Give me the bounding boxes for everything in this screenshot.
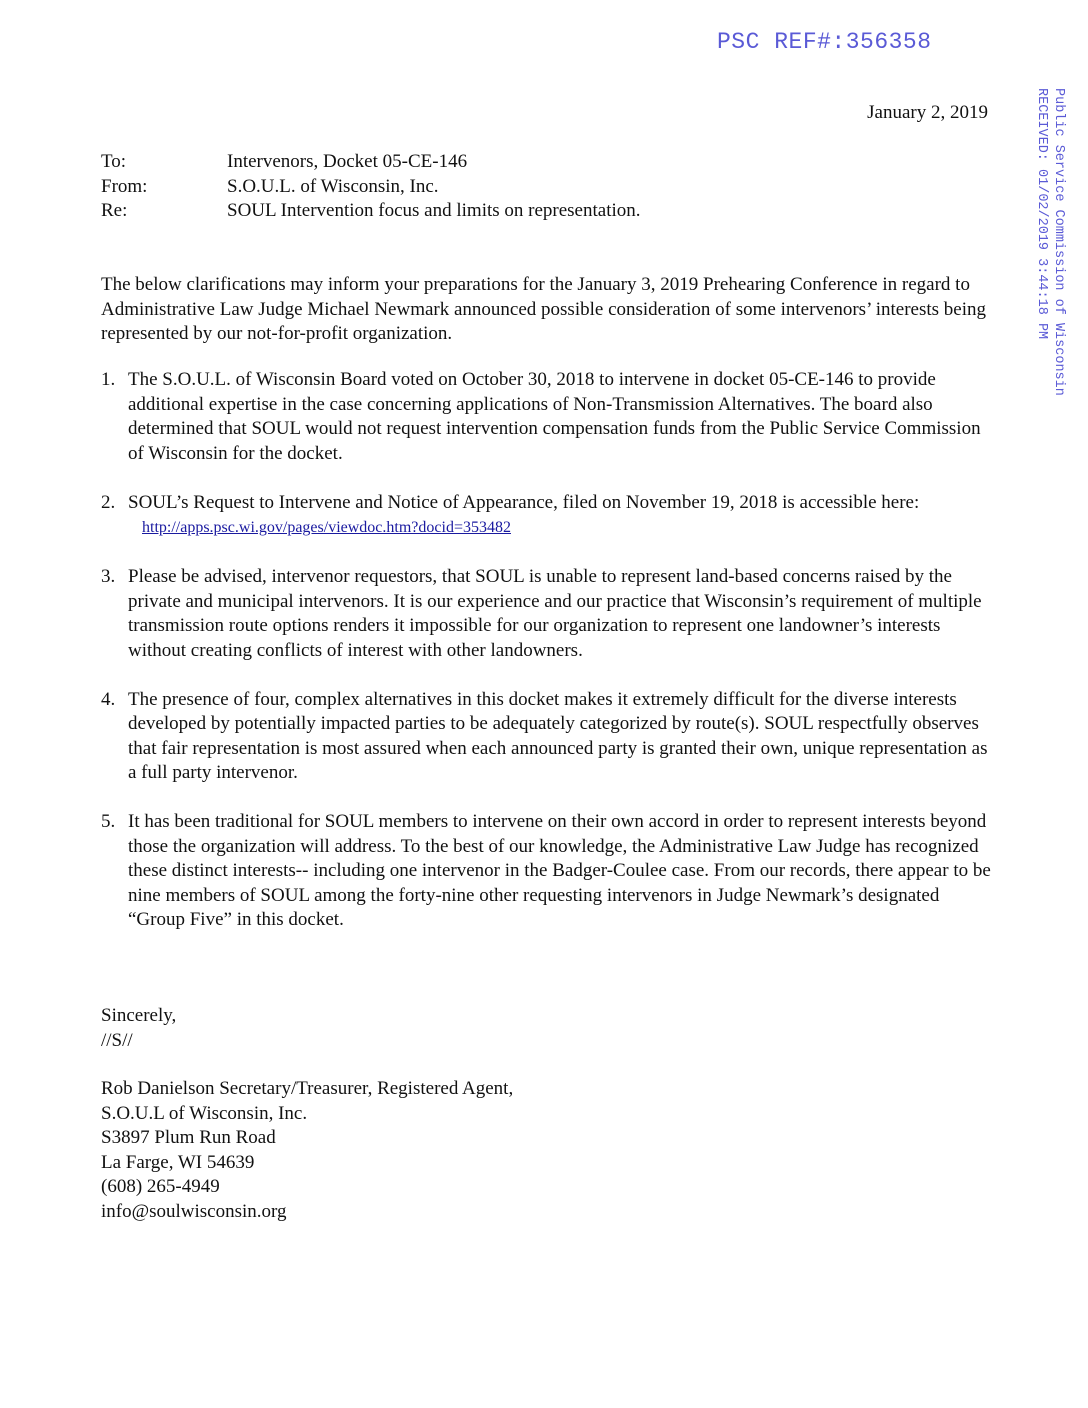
item-number: 1. [101,369,116,390]
header-label: To: [101,151,127,172]
signer-organization: S.O.U.L of Wisconsin, Inc. [101,1102,308,1124]
list-item [101,368,991,466]
list-item [101,810,991,933]
memo-header-from [101,175,641,200]
header-value: SOUL Intervention focus and limits on representation. [227,200,641,221]
memo-header-to [101,150,641,175]
item-text: The presence of four, complex alternatives in this docket makes it extremely difficult for the diverse interests developed by potentially impacted parties to be adequately categorized by route(s). SOUL respectfully observes that fair representation is most assured when each announced party is granted their own, unique representation as a full party intervenor. [128,688,988,783]
list-item [101,565,991,663]
signer-name-title: Rob Danielson Secretary/Treasurer, Registered Agent, [101,1078,514,1099]
signer-city-state-zip: La Farge, WI 54639 [101,1151,255,1173]
header-label: From: [101,175,148,197]
received-stamp [1027,88,1067,458]
item-number: 5. [101,811,116,832]
closing [101,1004,176,1053]
header-value: S.O.U.L. of Wisconsin, Inc. [227,175,439,197]
signer-email: info@soulwisconsin.org [101,1200,287,1222]
list-item [101,491,991,541]
signer-phone: (608) 265-4949 [101,1176,220,1197]
memo-header [101,150,641,224]
signature-block [101,1077,513,1224]
header-value: Intervenors, Docket 05-CE-146 [227,151,468,172]
letter-date: January 2, 2019 [867,102,988,123]
clarification-list [101,368,991,957]
item-text: It has been traditional for SOUL members to intervene on their own accord in order to represent interests beyond those the organization will address. To the best of our knowledge, the Administrative Law Judge has recognized these distinct interests-- including one intervenor in the Badger-Coulee case. From our records, there appear to be nine members of SOUL among the forty-nine other requesting intervenors in Judge Newmark’s designated “Group Five” in this docket. [128,811,991,930]
signer-street: S3897 Plum Run Road [101,1127,276,1148]
received-stamp-agency: Public Service Commission of Wisconsin [1051,88,1066,396]
item-text: Please be advised, intervenor requestors, that SOUL is unable to represent land-based concerns raised by the private and municipal intervenors. It is our experience and our practice that Wisconsin’s requirement of multiple transmission route options renders it impossible for our organization to represent one landowner’s interests without creating conflicts of interest with other landowners. [128,566,982,661]
psc-reference-stamp: PSC REF#:356358 [717,29,932,55]
item-number: 3. [101,566,116,587]
item-text: SOUL’s Request to Intervene and Notice of Appearance, filed on November 19, 2018 is accessible here: [128,491,920,513]
item-number: 4. [101,688,116,710]
salutation: Sincerely, [101,1005,177,1026]
item-text: The S.O.U.L. of Wisconsin Board voted on October 30, 2018 to intervene in docket 05-CE-146 to provide additional expertise in the case concerning applications of Non-Transmission Alternatives. The board also determined that SOUL would not request intervention compensation funds from the Public Service Commission of Wisconsin for the docket. [128,369,981,464]
list-item [101,688,991,786]
signature-mark: //S// [101,1029,133,1051]
item-number: 2. [101,491,116,513]
intro-paragraph: The below clarifications may inform your preparations for the January 3, 2019 Prehearing Conference in regard to Administrative Law Judge Michael Newmark announced possible consideration of some intervenors’ interests being represented by our not-for-profit organization. [101,274,987,344]
memo-header-re [101,199,641,224]
docket-document-link[interactable]: http://apps.psc.wi.gov/pages/viewdoc.htm?docid=353482 [142,519,511,536]
received-stamp-datetime: RECEIVED: 01/02/2019 3:44:18 PM [1034,88,1049,340]
header-label: Re: [101,200,128,221]
